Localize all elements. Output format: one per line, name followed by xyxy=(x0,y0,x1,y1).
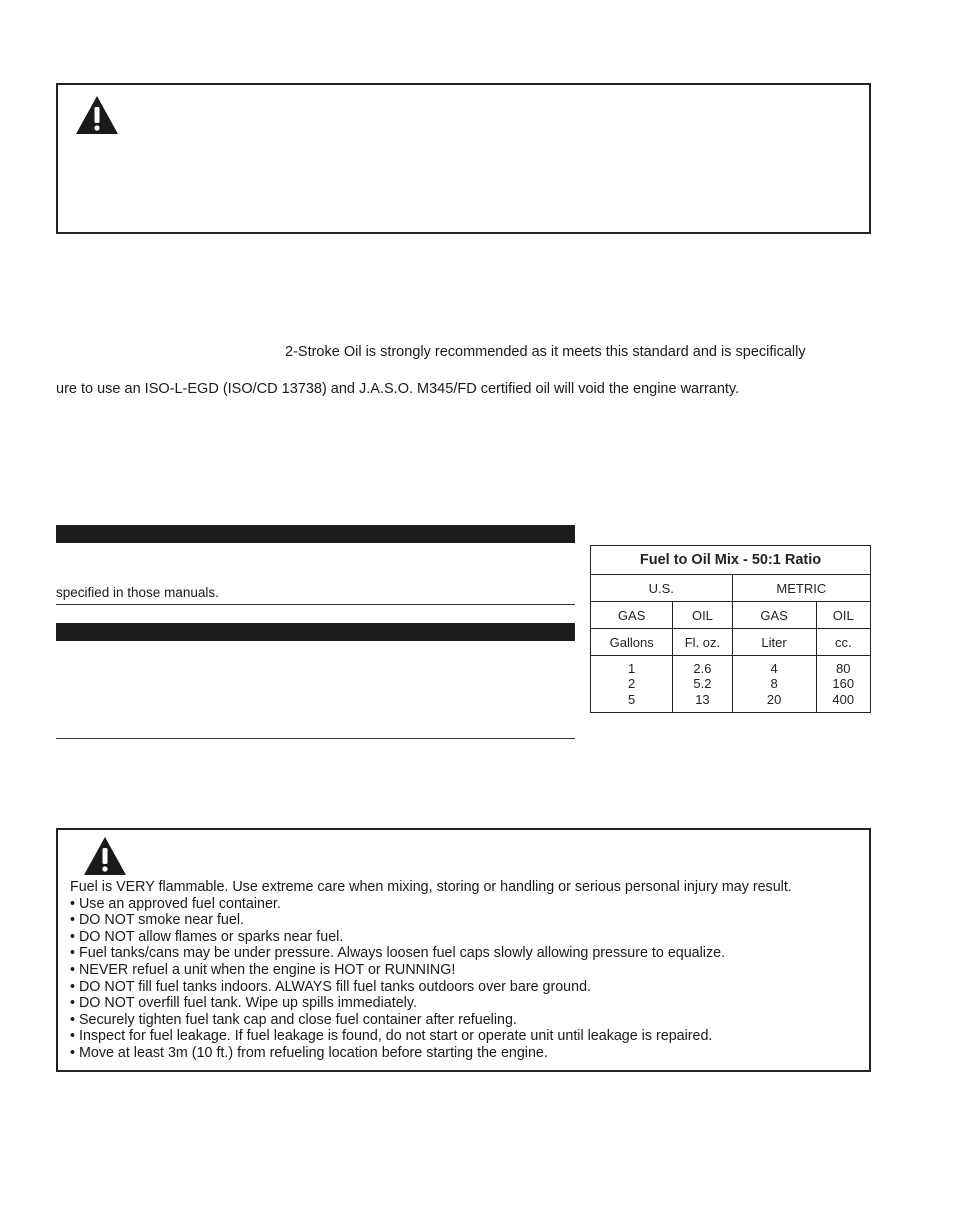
mix-value: 13 xyxy=(695,691,710,707)
mix-col-gas-metric: GAS xyxy=(732,602,816,629)
mix-col-oil-metric: OIL xyxy=(816,602,870,629)
warning-triangle-icon xyxy=(74,94,120,136)
mix-unit-cc: cc. xyxy=(816,629,870,656)
fuel-warning-item: • NEVER refuel a unit when the engine is HOT or RUNNING! xyxy=(70,961,456,978)
top-warning-box xyxy=(56,83,871,234)
mix-values-cc xyxy=(816,656,870,713)
mix-value: 20 xyxy=(766,691,782,707)
fuel-warning-item: • Move at least 3m (10 ft.) from refueling location before starting the engine. xyxy=(70,1044,548,1061)
fuel-warning-list xyxy=(70,879,792,1062)
warning-triangle-icon xyxy=(82,835,128,877)
mix-unit-liter: Liter xyxy=(732,629,816,656)
mix-value: 160 xyxy=(832,676,855,692)
mix-value: 8 xyxy=(770,676,778,692)
fuel-warning-item: • DO NOT allow flames or sparks near fuel. xyxy=(70,928,344,945)
mix-table-group-us: U.S. xyxy=(591,575,733,602)
fuel-warning-item: • DO NOT fill fuel tanks indoors. ALWAYS fill fuel tanks outdoors over bare ground. xyxy=(70,978,591,995)
mix-unit-gallons: Gallons xyxy=(591,629,673,656)
mix-table-group-metric: METRIC xyxy=(732,575,870,602)
section-1-divider xyxy=(56,604,575,605)
mix-table-title: Fuel to Oil Mix - 50:1 Ratio xyxy=(591,546,871,575)
mix-value: 1 xyxy=(628,660,636,676)
fuel-warning-item: • Inspect for fuel leakage. If fuel leakage is found, do not start or operate unit until leakage is repaired. xyxy=(70,1028,713,1045)
fuel-warning-intro: Fuel is VERY flammable. Use extreme care when mixing, storing or handling or serious personal injury may result. xyxy=(70,879,792,895)
mix-col-oil-us: OIL xyxy=(673,602,732,629)
mix-values-floz xyxy=(673,656,732,713)
fuel-warning-item: • Securely tighten fuel tank cap and close fuel container after refueling. xyxy=(70,1011,517,1028)
mix-col-gas-us: GAS xyxy=(591,602,673,629)
mix-value: 2.6 xyxy=(693,660,712,676)
mix-values-liter xyxy=(732,656,816,713)
fuel-warning-item: • DO NOT smoke near fuel. xyxy=(70,912,244,929)
mix-value: 5.2 xyxy=(693,676,712,692)
fuel-oil-mix-table xyxy=(590,545,871,713)
section-1-note: specified in those manuals. xyxy=(56,585,219,600)
mix-value: 400 xyxy=(832,691,855,707)
mix-value: 2 xyxy=(628,676,636,692)
fuel-warning-item: • Fuel tanks/cans may be under pressure. Always loosen fuel caps slowly allowing pressure to equalize. xyxy=(70,945,726,962)
mix-unit-floz: Fl. oz. xyxy=(673,629,732,656)
mix-value: 80 xyxy=(836,660,851,676)
mix-value: 5 xyxy=(628,691,636,707)
section-header-bar-2 xyxy=(56,623,575,641)
oil-paragraph-line-1: 2-Stroke Oil is strongly recommended as it meets this standard and is specifically xyxy=(285,344,806,360)
mix-value: 4 xyxy=(770,660,778,676)
section-header-bar-1 xyxy=(56,525,575,543)
fuel-warning-item: • Use an approved fuel container. xyxy=(70,895,281,912)
section-2-divider xyxy=(56,738,575,739)
mix-values-gallons xyxy=(591,656,673,713)
fuel-warning-item: • DO NOT overfill fuel tank. Wipe up spills immediately. xyxy=(70,995,417,1012)
oil-paragraph-line-2: ure to use an ISO-L-EGD (ISO/CD 13738) and J.A.S.O. M345/FD certified oil will void the engine warranty. xyxy=(56,381,740,397)
